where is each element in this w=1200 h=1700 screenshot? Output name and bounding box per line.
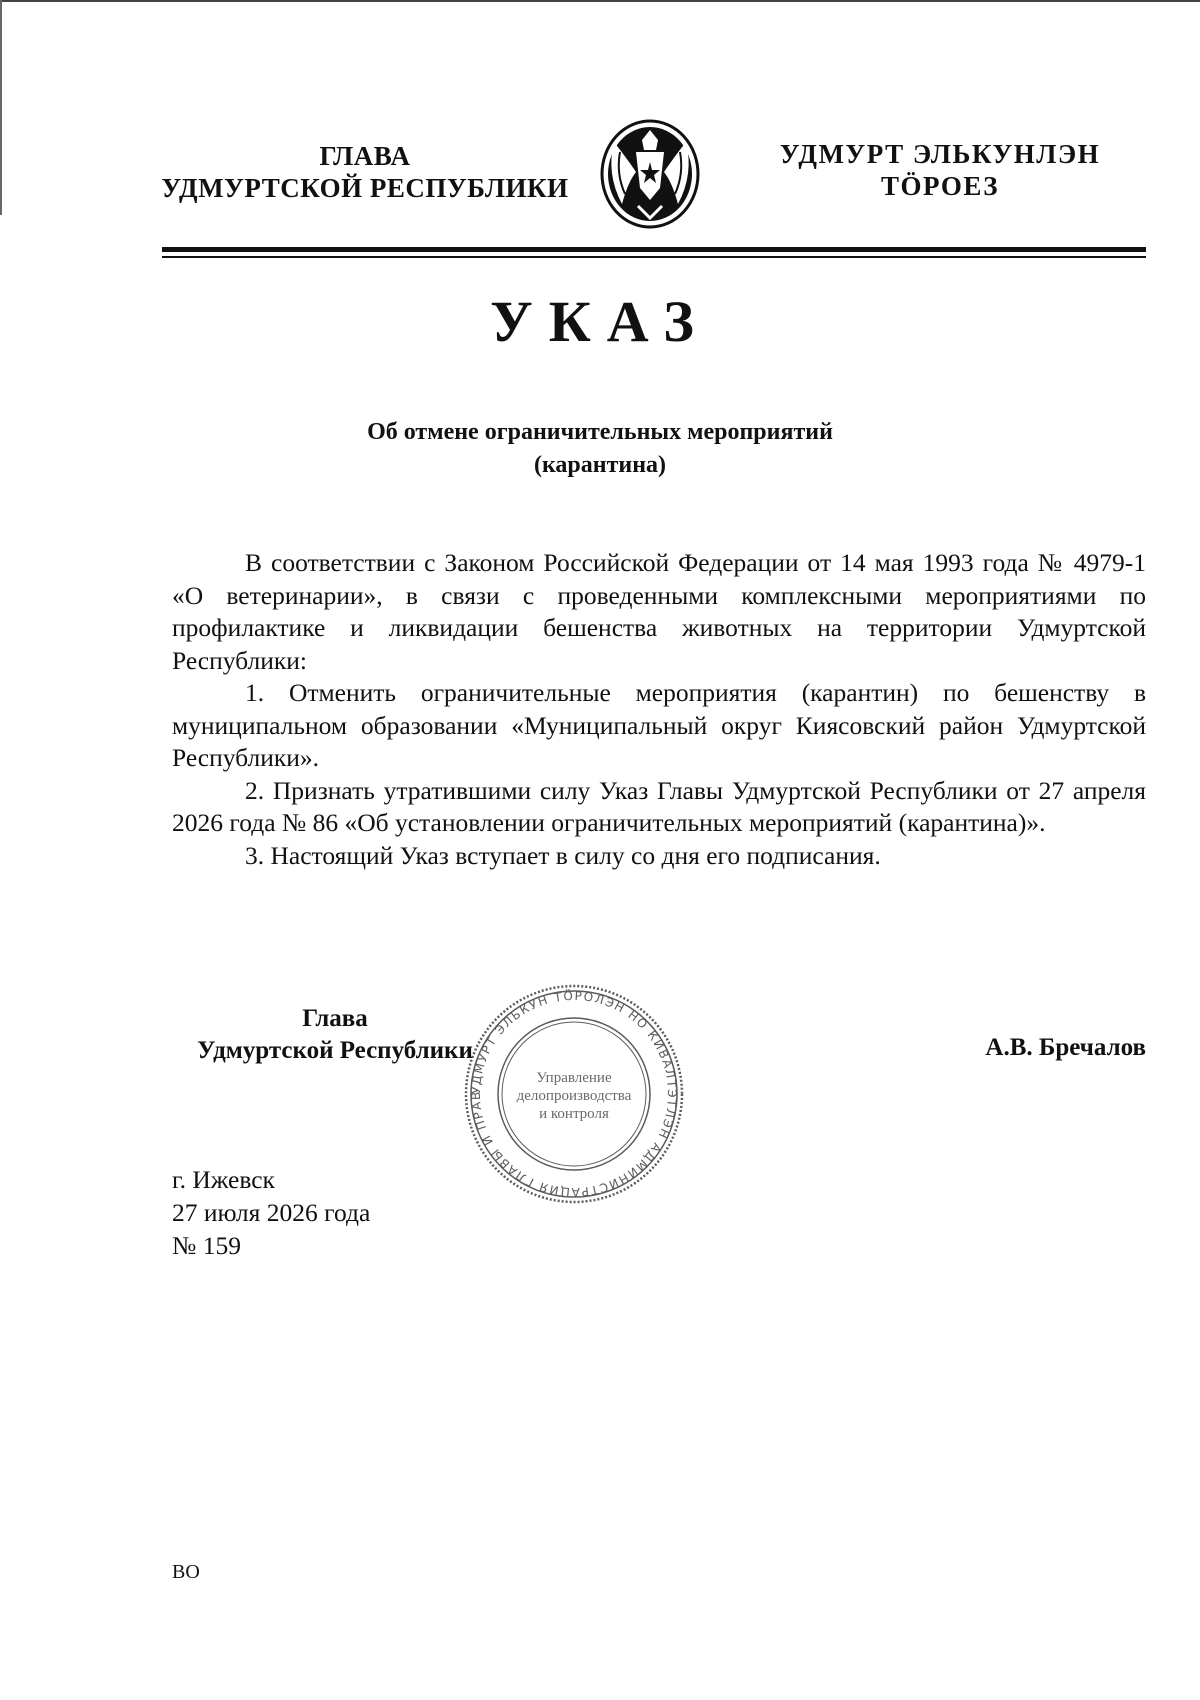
coat-of-arms-icon — [598, 118, 702, 230]
seal-inner-line3: и контроля — [539, 1106, 609, 1122]
header-rule-thick — [162, 247, 1146, 252]
document-title-line1: Об отмене ограничительных мероприятий — [367, 419, 833, 445]
signatory-position-line2: Удмуртской Республики — [197, 1037, 473, 1064]
seal-inner-line2: делопроизводства — [516, 1088, 632, 1104]
scan-border-top — [0, 0, 1200, 2]
body-paragraph-item-2: 2. Признать утратившими силу Указ Главы Удмуртской Республики от 27 апреля 2026 года № 86 «Об установлении ограничительных мероприятий (карантина)». — [172, 775, 1146, 837]
header-left-line2: УДМУРТСКОЙ РЕСПУБЛИКИ — [161, 173, 569, 203]
signatory-position — [170, 1003, 500, 1067]
body-paragraph-preamble: В соответствии с Законом Российской Федерации от 14 мая 1993 года № 4979-1 «О ветеринарии», в связи с проведенными комплексными мероприятиями по профилактике и ликвидации бешенства животных на территории Удмуртской Республики: — [172, 548, 1146, 675]
seal-inner-line1: Управление — [536, 1070, 612, 1086]
header-left-line1: ГЛАВА — [319, 141, 411, 171]
issue-place: г. Ижевск — [172, 1165, 275, 1194]
header-right-line1: УДМУРТ ЭЛЬКУНЛЭН — [779, 139, 1101, 169]
issue-details — [172, 1163, 370, 1262]
header-right — [760, 138, 1120, 202]
seal-outer-text: УДМУРТ ЭЛЬКУН ТӦРОЛЭН НО КИВАЛТЭТЛЭН АДМИНИСТРАЦИЯ ГЛАВЫ И ПРАВ — [468, 988, 680, 1200]
executor-initials: ВО — [172, 1561, 200, 1583]
header-left — [150, 140, 580, 204]
issue-date: 27 июля 2026 года — [172, 1198, 371, 1227]
body-paragraph-item-3: 3. Настоящий Указ вступает в силу со дня его подписания. — [245, 840, 881, 870]
document-title — [300, 416, 900, 482]
document-title-line2: (карантина) — [533, 452, 667, 478]
header-rule-thin — [162, 256, 1146, 258]
scan-border-left — [0, 0, 2, 215]
body-paragraph-item-1: 1. Отменить ограничительные мероприятия (карантин) по бешенству в муниципальном образовании «Муниципальный округ Киясовский район Удмуртской Республики». — [172, 678, 1146, 772]
header-right-line2: ТÖРОЕЗ — [881, 171, 999, 201]
signatory-name: А.В. Бречалов — [985, 1034, 1146, 1061]
official-seal-icon — [462, 982, 686, 1206]
issue-number: № 159 — [172, 1231, 241, 1260]
signatory-position-line1: Глава — [302, 1005, 368, 1032]
document-body — [172, 547, 1146, 872]
document-type: УКАЗ — [490, 289, 710, 354]
